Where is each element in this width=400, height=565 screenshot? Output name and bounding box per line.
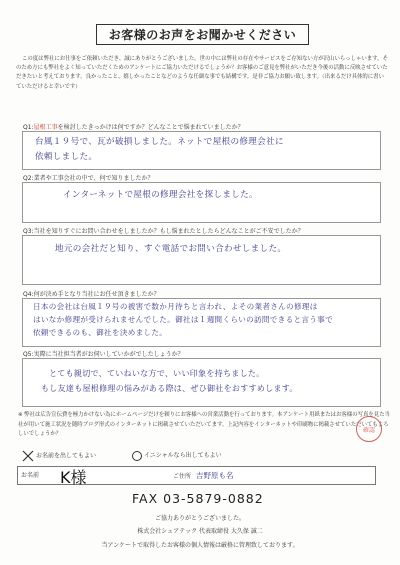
privacy-note: 当アンケートで取得したお客様の個人情報は厳格に管理致しております。 [101, 542, 299, 549]
question-5 [23, 349, 184, 358]
form-title: お客様のお声をお聞かせください [96, 24, 309, 45]
answer-box-3 [22, 235, 381, 285]
name-value: K様 [60, 468, 87, 487]
answer-1-line-1: 台風１９号で、瓦が破損しました。ネットで屋根の修理会社に [35, 137, 284, 147]
question-5-prefix: Q5: [23, 351, 34, 358]
answer-4-line-2: はいなか修理が受けられませんでした。御社は１週間くらいの訪問できると言う事で [33, 315, 333, 324]
question-2-prefix: Q2: [23, 175, 34, 182]
answer-box-5 [22, 358, 381, 407]
address-value: 吉野原も名 [196, 471, 234, 480]
answer-5-line-2: もし友達も屋根修理の悩みがある際は、ぜひ御社をおすすめします。 [41, 384, 298, 393]
address-label: ご住所 [173, 473, 192, 480]
answer-1-line-2: 依頼しました。 [35, 152, 98, 162]
question-1-prefix: Q1: [23, 124, 34, 131]
consent-option-name[interactable] [22, 450, 96, 462]
question-2 [23, 173, 153, 182]
answer-2-line-1: インターネットで屋根の修理会社を探しました。 [63, 190, 258, 200]
company-name: 株式会社シェアテック 代表取締役 大久保 誠二 [137, 528, 263, 535]
question-3-prefix: Q3: [23, 228, 34, 235]
consent-option-initial[interactable] [132, 450, 222, 461]
question-3-text: 当社を知りすぐにお問い合わせをしましたか？もし悩まれたとしたらどんなことがご不安でしたか？ [33, 228, 304, 235]
question-1-text: を検討したきっかけは何ですか？どんなことで悩まれていましたか？ [57, 124, 244, 131]
answer-4-line-3: 依頼できるのも、御社を決めました。 [33, 328, 168, 337]
question-2-text: 業者や工事会社の中で、何で知りましたか？ [33, 175, 154, 182]
answer-box-4 [22, 298, 381, 347]
question-5-text: 実際に当社担当者がお伺いしていかがでしたしょうか？ [33, 351, 184, 358]
answer-4-line-1: 日本の会社は台風１９号の被害で数か月待ちと言われ、よその業者さんの修理は [33, 302, 318, 311]
question-4 [23, 289, 160, 298]
question-3 [23, 226, 304, 235]
name-address-row [17, 466, 376, 485]
name-label: お名前 [21, 472, 40, 479]
thanks-text: ご協力ありがとうございました。 [154, 515, 245, 522]
fax-number: FAX 03-5879-0882 [132, 491, 264, 506]
consent-option-initial-label: イニシャルなら出してもよい [144, 452, 222, 459]
checked-x-icon [22, 450, 34, 462]
confirmation-seal: 確認 [356, 416, 382, 442]
question-1-highlight: 屋根工事 [33, 124, 58, 131]
intro-text: この度は弊社にお仕事をご依頼いただき、誠にありがとうございました。世の中には弊社の存在やサービスをご存知ない方が沢山いらっしゃいます。そのため方にも弊社をよく知っていただくためのアンケートにご協力いただけるでしょうか？お客様のご意見を弊社がいただき今後の活動に反映させていただきたいと考えております。良かったこと、嬉しかったことなどのような任細な事でも結構です。是非ご協力お願い致します。（出来るだけ具体的に書いていただけると幸いです） [16, 56, 388, 90]
answer-5-line-1: とても親切で、ていねいな方で、いい印象を持ちました。 [49, 369, 265, 378]
publication-note: ※ 弊社は広告宣伝費を極力かけない為にホームページだけを頼りにお客様への営業活動を行っております。本アンケート用紙またはお客様の写真を見た当社が用いて施工状況を随時ブログ形式のインターネットに掲載させていただいてます。上記内容をインターネットや印刷物に掲載させていただいてもよろしいでしょうか？ [18, 412, 390, 437]
radio-circle-icon [132, 451, 142, 461]
answer-3-line-1: 地元の会社だと知り、すぐ電話でお問い合わせしました。 [55, 244, 287, 254]
question-4-prefix: Q4: [23, 291, 34, 298]
consent-option-name-label: お名前を出してもよい [36, 452, 97, 460]
question-1 [23, 122, 244, 131]
answer-box-1 [22, 131, 381, 170]
answer-box-2 [22, 182, 381, 223]
question-4-text: 何が決め手となり当社にお任せ頂きましたか？ [33, 291, 160, 298]
